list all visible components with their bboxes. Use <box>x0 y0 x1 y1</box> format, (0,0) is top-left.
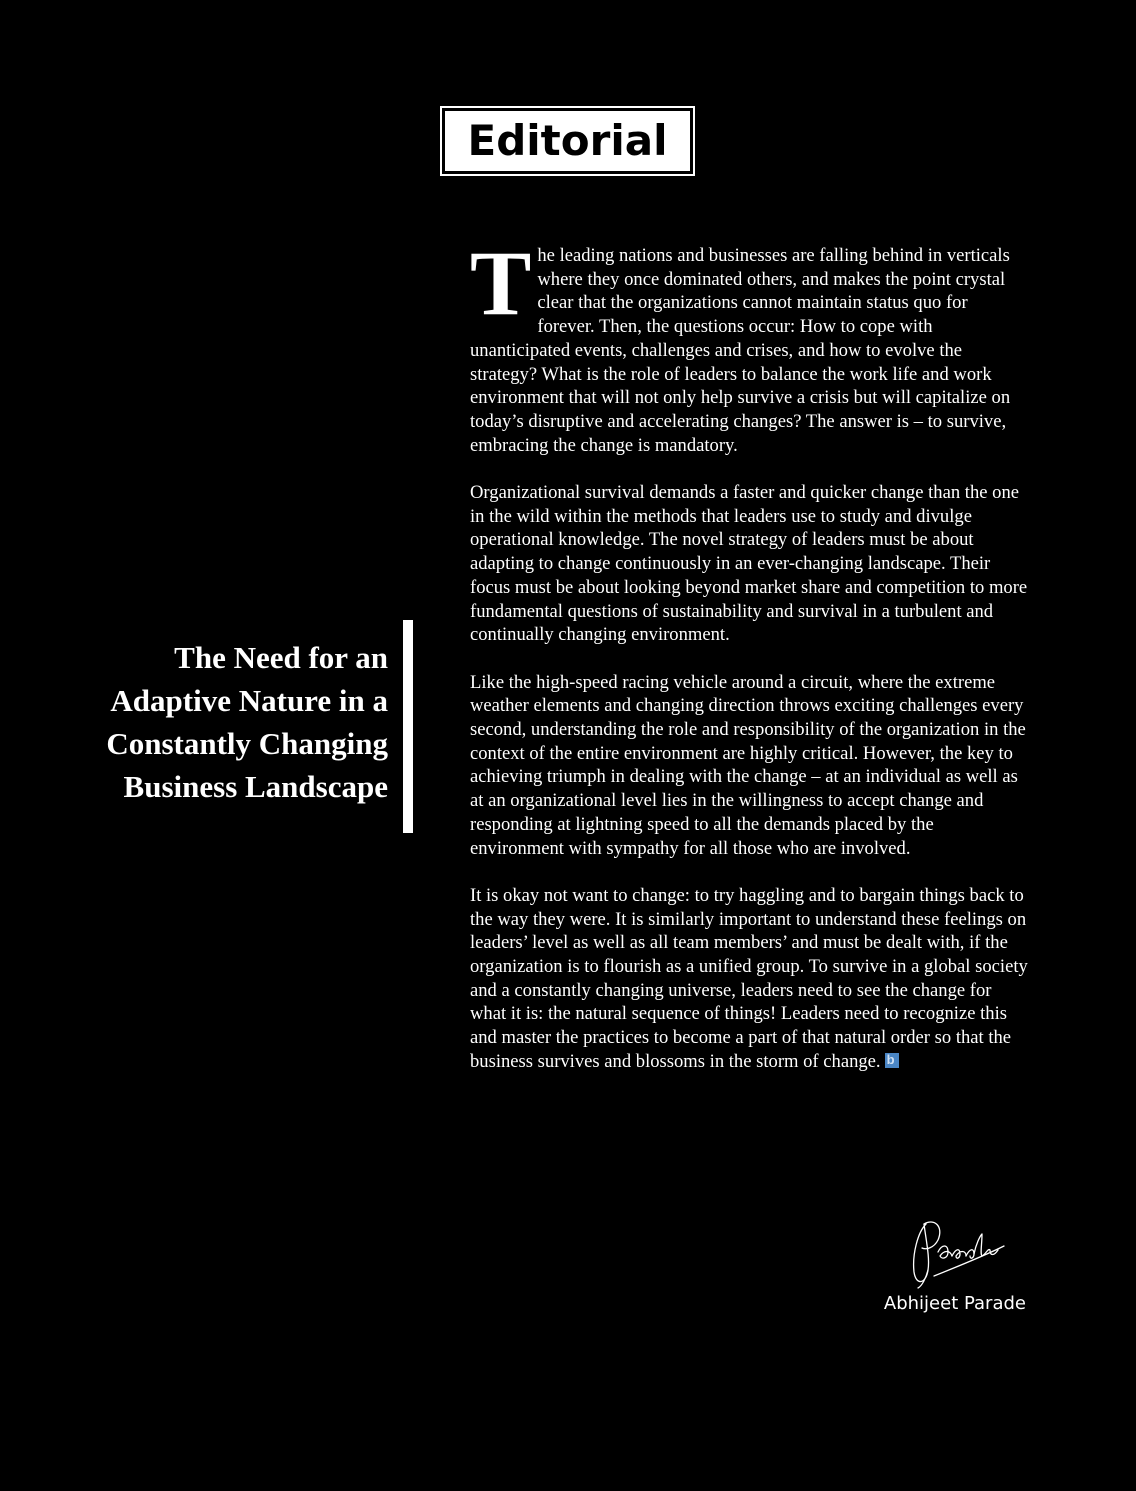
headline <box>60 636 388 808</box>
headline-line: Business Landscape <box>123 769 388 804</box>
headline-line: Constantly Changing <box>106 726 388 761</box>
article-body <box>470 232 1028 1097</box>
paragraph-text: he leading nations and businesses are falling behind in verticals where they once dominated others, and makes the point crystal clear that the organizations cannot maintain status quo for forever. Then, the questions occur: How to cope with unanticipated events, challenges and crises, and how to evolve the strategy? What is the role of leaders to balance the work life and work environment that will not only help survive a crisis but will capitalize on today’s disruptive and accelerating changes? The answer is – to survive, embracing the change is mandatory. <box>470 245 1011 456</box>
author-name: Abhijeet Parade <box>883 1293 1026 1314</box>
masthead-frame <box>440 106 695 176</box>
article-paragraph <box>470 232 1028 457</box>
article-paragraph: Organizational survival demands a faster and quicker change than the one in the wild within the methods that leaders use to study and divulge operational knowledge. The novel strategy of leaders must be about adapting to change continuously in an ever-changing landscape. Their focus must be about looking beyond market share and competition to more fundamental questions of sustainability and survival in a turbulent and continually changing environment. <box>470 482 1028 646</box>
headline-rule <box>403 620 413 833</box>
masthead-title: Editorial <box>467 116 668 165</box>
headline-line: The Need for an <box>174 640 388 675</box>
article-paragraph: Like the high-speed racing vehicle around a circuit, where the extreme weather elements and changing direction throws exciting challenges every second, understanding the role and responsibility of the organization in the context of the entire environment are highly critical. However, the key to achieving triumph in dealing with the change – at an individual as well as at an organizational level lies in the willingness to accept change and responding at lightning speed to all the demands placed by the environment with sympathy for all those who are involved. <box>470 671 1026 859</box>
signature-icon <box>904 1214 1014 1294</box>
end-mark-icon <box>885 1053 899 1068</box>
article-paragraph <box>470 884 1028 1074</box>
paragraph-text: It is okay not want to change: to try haggling and to bargain things back to the way they were. It is similarly important to understand these feelings on leaders’ level as well as all team members’ and must be dealt with, if the organization is to flourish as a unified group. To survive in a global society and a constantly changing universe, leaders need to see the change for what it is: the natural sequence of things! Leaders need to recognize this and master the practices to become a part of that natural order so that the business survives and blossoms in the storm of change. <box>470 884 1028 1072</box>
masthead-box <box>445 111 690 171</box>
headline-line: Adaptive Nature in a <box>110 683 388 718</box>
drop-cap: T <box>470 232 532 334</box>
end-mark-letter: b <box>886 1051 895 1067</box>
